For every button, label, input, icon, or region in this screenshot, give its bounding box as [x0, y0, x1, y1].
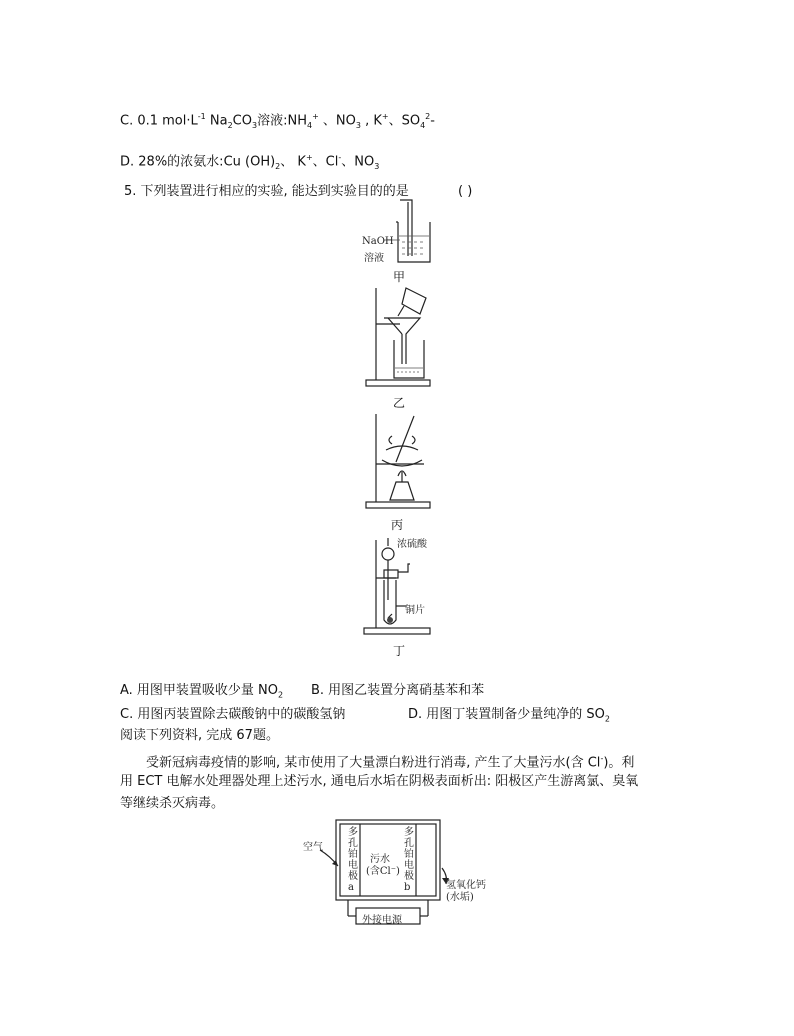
figure-bing — [362, 410, 442, 514]
electrode-b: 多 孔 铂 电 极 b — [404, 827, 414, 893]
option-d: D. 用图丁装置制备少量纯净的 $SO_2$ — [408, 707, 610, 724]
label-air: 空气 — [303, 842, 323, 853]
passage-line2: 用 ECT 电解水处理器处理上述污水, 通电后水垢在阴极表面析出: 阳极区产生游离氯、臭氧 — [120, 774, 639, 789]
question-5-stem: 5. 下列装置进行相应的实验, 能达到实验目的的是 — [124, 184, 409, 199]
option-a: A. 用图甲装置吸收少量 $NO_2$ — [120, 683, 284, 700]
figure-ding — [362, 536, 442, 640]
caption-yi: 乙 — [393, 396, 406, 410]
product-label-2: (水垢) — [446, 892, 474, 903]
answer-paren: ( ) — [458, 184, 473, 199]
passage-line3: 等继续杀灭病毒。 — [120, 796, 225, 811]
ding-label-copper: 铜片 — [405, 605, 425, 616]
passage-line1: 受新冠病毒疫情的影响, 某市使用了大量漂白粉进行消毒, 产生了大量污水(含 Cl-)。利 — [146, 754, 635, 771]
option-c: C. 用图丙装置除去碳酸钠中的碳酸氢钠 — [120, 707, 346, 722]
option-d-prev: D. 28%的浓氨水:Cu $(OH)_2$、 K+、Cl-、$NO_3$ — [120, 153, 380, 171]
option-b: B. 用图乙装置分离硝基苯和苯 — [311, 683, 485, 698]
caption-bing: 丙 — [391, 518, 404, 532]
caption-ding: 丁 — [393, 644, 406, 658]
jia-label-naoh: NaOH — [362, 236, 394, 247]
electrode-a: 多 孔 铂 电 极 a — [348, 827, 358, 893]
reading-intro: 阅读下列资料, 完成 67题。 — [120, 728, 279, 743]
caption-jia: 甲 — [393, 270, 406, 284]
sewage-label-1: 污水 — [370, 854, 390, 865]
jia-label-solution: 溶液 — [364, 253, 384, 264]
option-c-prev: C. 0.1 $mol\cdot L^{-1}$ $Na_2CO_3$溶液$:NH_4^+$ 、$NO_3$ , K+、$SO_4^2-$ — [120, 112, 435, 130]
figure-yi — [362, 284, 442, 392]
power-label: 外接电源 — [362, 915, 402, 926]
sewage-label-2: (含Cl⁻) — [366, 866, 400, 877]
ding-label-acid: 浓硫酸 — [397, 539, 427, 550]
product-label-1: 氢氧化钙 — [446, 880, 486, 891]
